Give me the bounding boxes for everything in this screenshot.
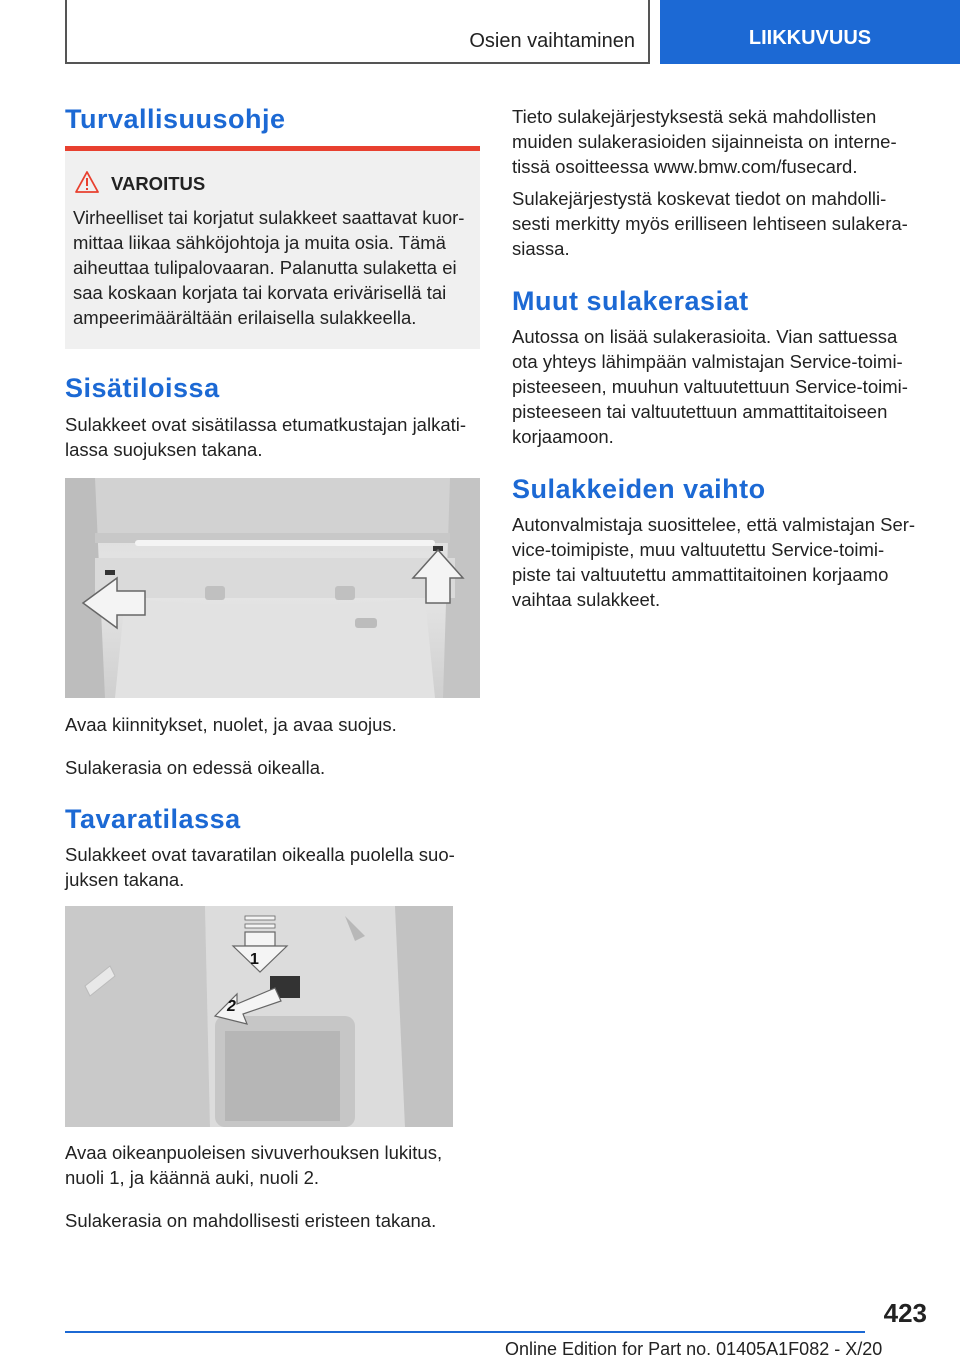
warning-line: mittaa liikaa sähköjohtoja ja muita osia. Tämä (73, 232, 446, 253)
trunk-step-2: Sulakerasia on mahdollisesti eristeen takana. (65, 1210, 437, 1231)
interior-text (65, 412, 485, 462)
text-line: piste tai valtuutettu ammattitaitoinen korjaamo (512, 564, 889, 585)
text-line: vaihtaa sulakkeet. (512, 589, 661, 610)
figure-label-2: 2 (227, 998, 236, 1015)
warning-line: Virheelliset tai korjatut sulakkeet saattavat kuor- (73, 207, 465, 228)
leaflet-paragraph (512, 186, 932, 261)
text-line: Sulakkeet ovat tavaratilan oikealla puolella suo- (65, 844, 455, 865)
text-line: ota yhteys lähimpään valmistajan Service-toimi- (512, 351, 903, 372)
trunk-text (65, 842, 485, 892)
text-line: lassa suojuksen takana. (65, 439, 263, 460)
footer-divider (65, 1331, 865, 1333)
warning-line: aiheuttaa tulipalovaaran. Palanutta sulaketta ei (73, 257, 457, 278)
text-line: juksen takana. (65, 869, 185, 890)
text-line: Sulakkeet ovat sisätilassa etumatkustajan jalkati- (65, 414, 467, 435)
text-line: Sulakejärjestystä koskevat tiedot on mahdolli- (512, 188, 887, 209)
warning-title: VAROITUS (111, 173, 206, 194)
fuse-replacement-text (512, 512, 932, 612)
interior-step-2: Sulakerasia on edessä oikealla. (65, 757, 326, 778)
heading-safety: Turvallisuusohje (65, 104, 286, 134)
warning-text (73, 205, 478, 330)
figure-label-1: 1 (250, 951, 259, 968)
text-line: vice-toimipiste, muu valtuutettu Service-toimi- (512, 539, 885, 560)
text-line: Avaa oikeanpuoleisen sivuverhouksen lukitus, (65, 1142, 443, 1163)
interior-step-1: Avaa kiinnitykset, nuolet, ja avaa suojus. (65, 714, 397, 735)
text-line: nuoli 1, ja käännä auki, nuoli 2. (65, 1167, 320, 1188)
warning-triangle-icon (75, 171, 99, 193)
heading-other-boxes: Muut sulakerasiat (512, 286, 749, 316)
footer-edition: Online Edition for Part no. 01405A1F082 - X/20 (505, 1339, 883, 1359)
text-line: korjaamoon. (512, 426, 614, 447)
heading-interior: Sisätiloissa (65, 373, 220, 403)
header-chapter-label: LIIKKUVUUS (748, 26, 872, 49)
heading-trunk: Tavaratilassa (65, 804, 241, 834)
page-number: 423 (883, 1298, 927, 1328)
heading-fuse-replacement: Sulakkeiden vaihto (512, 474, 766, 504)
text-line: Tieto sulakejärjestyksestä sekä mahdollisten (512, 106, 877, 127)
text-line: Autonvalmistaja suosittelee, että valmistajan Ser- (512, 514, 916, 535)
text-line: tissä osoitteessa www.bmw.com/fusecard. (512, 156, 858, 177)
header-chapter-tab[interactable] (660, 0, 960, 64)
header-section-title: Osien vaihtaminen (469, 30, 635, 52)
trunk-fuse-photo (65, 906, 453, 1127)
other-boxes-text (512, 324, 932, 449)
warning-line: ampeerimäärältään erilaisella sulakkeella. (73, 307, 417, 328)
text-line: muiden sulakerasioiden sijainneista on interne- (512, 131, 897, 152)
text-line: sesti merkitty myös erilliseen lehtiseen sulakera- (512, 213, 908, 234)
text-line: Autossa on lisää sulakerasioita. Vian sattuessa (512, 326, 898, 347)
fusecard-paragraph (512, 104, 932, 179)
interior-fuse-photo (65, 478, 480, 698)
trunk-step-1 (65, 1140, 485, 1190)
text-line: siassa. (512, 238, 570, 259)
warning-box (65, 151, 480, 349)
warning-line: saa koskaan korjata tai korvata erivärisellä tai (73, 282, 447, 303)
text-line: pisteeseen tai valtuutettuun ammattitaitoiseen (512, 401, 888, 422)
text-line: pisteeseen, muuhun valtuutettuun Service-toimi- (512, 376, 908, 397)
